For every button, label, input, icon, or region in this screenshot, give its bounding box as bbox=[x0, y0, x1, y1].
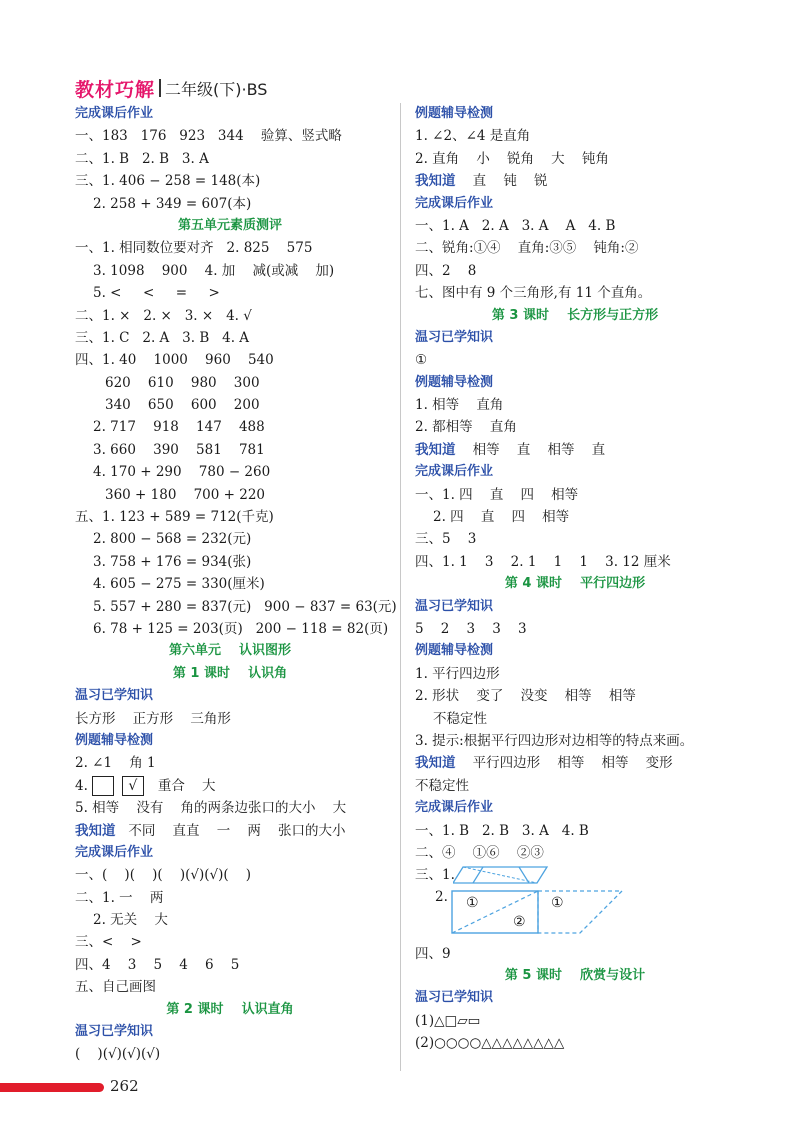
answer-line: 二、锐角:①④ 直角:③⑤ 钝角:② bbox=[415, 240, 639, 257]
section-heading: 完成课后作业 bbox=[75, 844, 154, 860]
lesson-heading: 第六单元 认识图形 bbox=[168, 643, 292, 659]
answer-line-marks bbox=[75, 775, 385, 797]
answer-line: 2. 717 918 147 488 bbox=[93, 419, 265, 436]
answer-line: 三、5 3 bbox=[415, 531, 477, 548]
lesson-heading: 第 3 课时 长方形与正方形 bbox=[491, 307, 659, 323]
right-column bbox=[415, 103, 735, 1055]
answer-line bbox=[415, 752, 735, 774]
answer-line: 2. 四 直 四 相等 bbox=[433, 509, 570, 526]
answer-line: 2. 都相等 直角 bbox=[415, 419, 517, 436]
answer-line: 5. 相等 没有 角的两条边张口的大小 大 bbox=[75, 800, 347, 817]
answer-line: 4. 170 + 290 780 − 260 bbox=[93, 464, 271, 481]
answer-line: 长方形 正方形 三角形 bbox=[75, 710, 231, 727]
figure-piece-label: ② bbox=[513, 913, 526, 930]
answer-line: 三、< > bbox=[75, 934, 142, 951]
section-heading: 温习已学知识 bbox=[415, 329, 494, 345]
figure-label: 2. bbox=[435, 888, 448, 905]
answer-line: 一、1. 相同数位要对齐 2. 825 575 bbox=[75, 240, 313, 257]
figure-piece-label: ① bbox=[466, 894, 479, 911]
answer-text: 相等 直 相等 直 bbox=[455, 441, 606, 458]
answer-line: (1)△□▱▭ bbox=[415, 1012, 481, 1029]
answer-line: 七、图中有 9 个三角形,有 11 个直角。 bbox=[415, 285, 652, 302]
answer-box-empty bbox=[92, 776, 114, 796]
answer-line bbox=[75, 820, 385, 842]
answer-line: 340 650 600 200 bbox=[105, 397, 260, 414]
section-heading: 完成课后作业 bbox=[415, 800, 494, 816]
answer-line: 2. 258 + 349 = 607(本) bbox=[93, 195, 252, 212]
answer-line: 1. 平行四边形 bbox=[415, 665, 500, 682]
answer-line: 2. 形状 变了 没变 相等 相等 bbox=[415, 688, 636, 705]
answer-line: 3. 提示:根据平行四边形对边相等的特点来画。 bbox=[415, 732, 694, 749]
section-heading: 例题辅导检测 bbox=[415, 643, 494, 659]
lesson-heading: 第 4 课时 平行四边形 bbox=[504, 576, 646, 592]
section-heading: 完成课后作业 bbox=[415, 195, 494, 211]
answer-line: 5. 557 + 280 = 837(元) 900 − 837 = 63(元) bbox=[93, 598, 397, 615]
answer-line: 三、1. 406 − 258 = 148(本) bbox=[75, 173, 261, 190]
answer-line: 二、1. × 2. × 3. × 4. √ bbox=[75, 307, 252, 324]
answer-line: 四、1. 40 1000 960 540 bbox=[75, 352, 274, 369]
answer-keyword: 我知道 bbox=[415, 755, 456, 772]
answer-line: 一、( )( )( )(√)(√)( ) bbox=[75, 867, 252, 884]
answer-line: ① bbox=[415, 352, 428, 369]
answer-keyword: 我知道 bbox=[75, 822, 116, 839]
figure-answer-1 bbox=[415, 864, 735, 886]
answer-line bbox=[415, 170, 735, 192]
answer-line bbox=[415, 439, 735, 461]
header-separator bbox=[159, 79, 161, 97]
answer-line: 2. ∠1 角 1 bbox=[75, 755, 156, 772]
lesson-heading: 第 5 课时 欣赏与设计 bbox=[504, 968, 646, 984]
answer-line: 3. 660 390 581 781 bbox=[93, 441, 265, 458]
parallelogram-figure bbox=[453, 863, 553, 887]
answer-text: 直 钝 锐 bbox=[455, 173, 548, 190]
answer-text: 平行四边形 相等 相等 变形 bbox=[455, 755, 673, 772]
answer-line: 二、1. B 2. B 3. A bbox=[75, 150, 209, 167]
section-heading: 例题辅导检测 bbox=[75, 732, 154, 748]
answer-line: 一、1. 四 直 四 相等 bbox=[415, 486, 579, 503]
section-heading: 温习已学知识 bbox=[75, 1024, 154, 1040]
answer-line: 不稳定性 bbox=[415, 777, 469, 794]
lesson-heading: 第五单元素质测评 bbox=[177, 217, 282, 233]
section-heading: 例题辅导检测 bbox=[415, 106, 494, 121]
answer-line: 不稳定性 bbox=[433, 710, 487, 727]
figure-piece-label: ① bbox=[551, 894, 564, 911]
column-divider bbox=[400, 103, 401, 1071]
answer-line: 五、自己画图 bbox=[75, 979, 156, 996]
answer-line: 1. ∠2、∠4 是直角 bbox=[415, 128, 531, 145]
section-heading: 温习已学知识 bbox=[415, 990, 494, 1006]
lesson-heading: 第 1 课时 认识角 bbox=[172, 665, 288, 681]
answer-keyword: 我知道 bbox=[415, 441, 456, 458]
answer-line: 4. 605 − 275 = 330(厘米) bbox=[93, 576, 265, 593]
answer-text: 不同 直直 一 两 张口的大小 bbox=[115, 822, 346, 839]
answer-line: 3. 758 + 176 = 934(张) bbox=[93, 553, 252, 570]
answer-line: 一、183 176 923 344 验算、竖式略 bbox=[75, 128, 342, 145]
answer-line: 四、4 3 5 4 6 5 bbox=[75, 956, 240, 973]
answer-line: 五、1. 123 + 589 = 712(千克) bbox=[75, 509, 274, 526]
answer-line: 二、④ ①⑥ ②③ bbox=[415, 844, 544, 861]
answer-line: 四、1. 1 3 2. 1 1 1 3. 12 厘米 bbox=[415, 553, 671, 570]
answer-line: 2. 直角 小 锐角 大 钝角 bbox=[415, 150, 609, 167]
answer-line: 5 2 3 3 3 bbox=[415, 620, 527, 637]
figure-answer-2 bbox=[415, 887, 735, 943]
section-heading: 例题辅导检测 bbox=[415, 374, 494, 390]
answer-line: 2. 800 − 568 = 232(元) bbox=[93, 531, 252, 548]
answer-line: 2. 无关 大 bbox=[93, 912, 168, 929]
answer-line: 一、1. A 2. A 3. A A 4. B bbox=[415, 217, 616, 234]
book-brand: 教材巧解 bbox=[75, 78, 156, 101]
section-heading: 完成课后作业 bbox=[75, 106, 154, 121]
answer-keyword: 我知道 bbox=[415, 173, 456, 190]
answer-prefix: 4. bbox=[75, 777, 88, 794]
lesson-heading: 第 2 课时 认识直角 bbox=[166, 1001, 294, 1017]
answer-line: 1. 相等 直角 bbox=[415, 397, 504, 414]
page-number: 262 bbox=[110, 1077, 139, 1095]
section-heading: 温习已学知识 bbox=[75, 688, 154, 704]
answer-line: 6. 78 + 125 = 203(页) 200 − 118 = 82(页) bbox=[93, 620, 389, 637]
answer-line: (2)○○○○△△△△△△△△ bbox=[415, 1035, 565, 1052]
answer-line: 一、1. B 2. B 3. A 4. B bbox=[415, 822, 589, 839]
section-heading: 完成课后作业 bbox=[415, 464, 494, 480]
answer-suffix: 重合 大 bbox=[157, 777, 216, 794]
section-heading: 温习已学知识 bbox=[415, 598, 494, 614]
figure-label: 三、1. bbox=[415, 867, 455, 884]
answer-line: 二、1. 一 两 bbox=[75, 889, 164, 906]
answer-line: 620 610 980 300 bbox=[105, 374, 260, 391]
answer-line: 3. 1098 900 4. 加 减(或减 加) bbox=[93, 262, 335, 279]
answer-box-checked: √ bbox=[122, 776, 144, 796]
answer-line: 三、1. C 2. A 3. B 4. A bbox=[75, 329, 250, 346]
answer-line: 5. < < = > bbox=[93, 285, 220, 302]
answer-line: ( )(√)(√)(√) bbox=[75, 1046, 161, 1063]
answer-line: 360 + 180 700 + 220 bbox=[105, 486, 266, 503]
answer-line: 四、2 8 bbox=[415, 262, 477, 279]
answer-line: 四、9 bbox=[415, 945, 451, 962]
page-header bbox=[75, 76, 267, 100]
book-subtitle: 二年级(下)·BS bbox=[165, 79, 268, 99]
footer-bar bbox=[0, 1083, 104, 1092]
left-column bbox=[75, 103, 397, 1066]
